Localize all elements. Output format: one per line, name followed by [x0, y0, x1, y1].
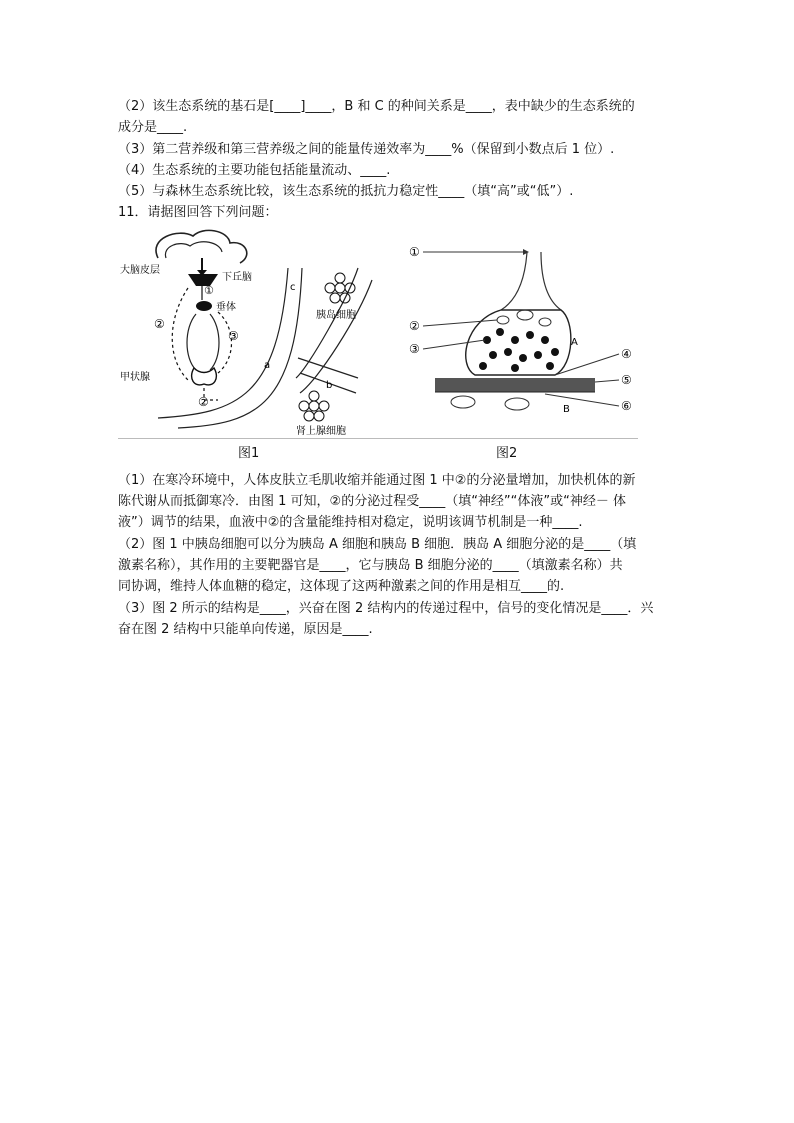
label-fig1-a: a [264, 360, 271, 371]
adrenal-cells-icon [299, 391, 329, 421]
label-islet: 胰岛细胞 [316, 310, 356, 321]
figure-divider [118, 438, 638, 439]
label-fig1-b: b [326, 380, 333, 391]
label-fig1-c: c [290, 282, 296, 293]
label-fig2-n1: ① [409, 245, 420, 259]
label-fig2-A: A [571, 337, 578, 348]
q11-p1-line-1: （1）在寒冷环境中，人体皮肤立毛肌收缩并能通过图 1 中②的分泌量增加，加快机体的新 [118, 473, 636, 488]
q10-line-5: （5）与森林生态系统比较，该生态系统的抵抗力稳定性____（填“高”或“低”）. [118, 184, 574, 199]
label-fig2-B: B [563, 404, 570, 415]
q11-p1-line-3: 液”）调节的结果，血液中②的含量能维持相对稳定，说明该调节机制是一种____. [118, 515, 583, 530]
q11-p2-line-2: 激素名称），其作用的主要靶器官是____，它与胰岛 B 细胞分泌的____（填激素名称）共 [118, 558, 623, 573]
label-fig2-n3: ③ [409, 342, 420, 356]
label-fig2-n6: ⑥ [621, 399, 632, 413]
figure-1-diagram [118, 228, 378, 438]
label-fig1-n3: ③ [228, 329, 239, 343]
synaptic-vesicles [479, 328, 559, 372]
q11-p3-line-2: 奋在图 2 结构中只能单向传递，原因是____. [118, 622, 373, 637]
label-fig1-n2b: ② [198, 395, 209, 409]
q11-p1-line-2: 陈代谢从而抵御寒冷．由图 1 可知，②的分泌过程受____（填“神经”“体液”或“神经－ 体 [118, 494, 626, 509]
postsynaptic-membrane [435, 378, 595, 392]
q10-line-4: （4）生态系统的主要功能包括能量流动、____. [118, 163, 391, 178]
q10-line-3: （3）第二营养级和第三营养级之间的能量传递效率为____%（保留到小数点后 1 位）. [118, 142, 615, 157]
figure-1-caption: 图1 [238, 446, 260, 461]
question-11-stem: 11．请据图回答下列问题： [118, 205, 278, 220]
label-cortex: 大脑皮层 [120, 265, 160, 276]
q11-p2-line-1: （2）图 1 中胰岛细胞可以分为胰岛 A 细胞和胰岛 B 细胞．胰岛 A 细胞分泌的是____（填 [118, 537, 637, 552]
label-fig2-n2: ② [409, 319, 420, 333]
label-fig2-n4: ④ [621, 347, 632, 361]
q10-line-2: 成分是____. [118, 120, 188, 135]
label-pituitary: 垂体 [216, 302, 236, 313]
figure-2-caption: 图2 [496, 446, 518, 461]
label-fig2-n5: ⑤ [621, 373, 632, 387]
label-fig1-n2: ② [154, 317, 165, 331]
q11-p3-line-1: （3）图 2 所示的结构是____，兴奋在图 2 结构内的传递过程中，信号的变化情况是____．兴 [118, 601, 654, 616]
label-hypothalamus: 下丘脑 [222, 272, 252, 283]
label-fig1-n1: ① [204, 284, 214, 297]
label-adrenal: 肾上腺细胞 [296, 426, 346, 437]
q11-p2-line-3: 同协调，维持人体血糖的稳定，这体现了这两种激素之间的作用是相互____的. [118, 579, 565, 594]
label-thyroid: 甲状腺 [120, 372, 150, 383]
figure-2-diagram [405, 240, 645, 430]
q10-line-1: （2）该生态系统的基石是[____]____，B 和 C 的种间关系是____，表中缺少的生态系统的 [118, 99, 635, 114]
thyroid-shape [192, 368, 217, 385]
